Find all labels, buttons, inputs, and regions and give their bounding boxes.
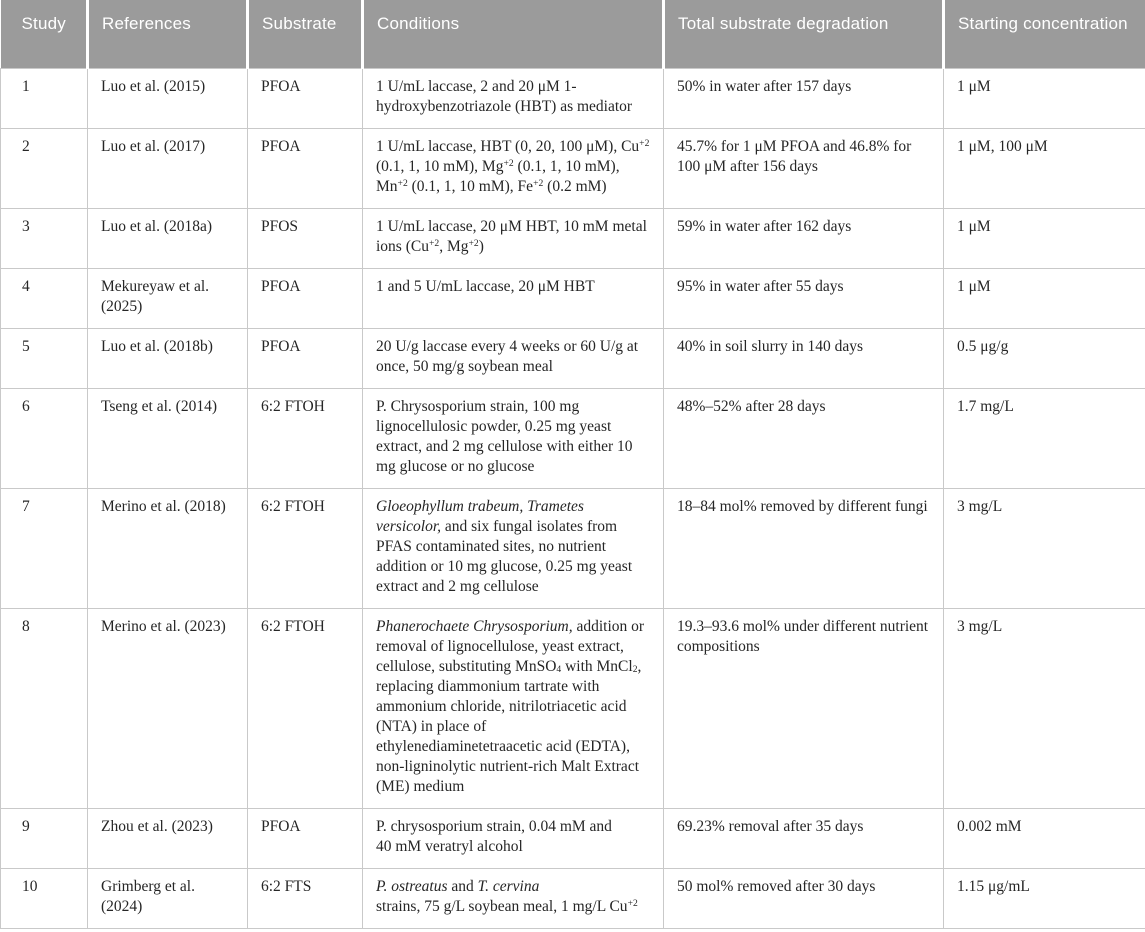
cell-references: Luo et al. (2018b): [88, 328, 248, 388]
cell-conditions: 1 U/mL laccase, 2 and 20 μM 1-hydroxybenzotriazole (HBT) as mediator: [363, 68, 664, 128]
table-row: [1, 868, 1145, 928]
column-header-study: Study: [1, 0, 88, 68]
table-row: [1, 808, 1145, 868]
cell-substrate: PFOA: [248, 268, 363, 328]
column-header-references: References: [88, 0, 248, 68]
cell-concentration: 1.7 mg/L: [944, 388, 1145, 488]
cell-concentration: 1 μM: [944, 68, 1145, 128]
cell-study: 1: [1, 68, 88, 128]
table-row: [1, 68, 1145, 128]
cell-degradation: 95% in water after 55 days: [664, 268, 944, 328]
table-row: [1, 488, 1145, 608]
cell-conditions: 1 and 5 U/mL laccase, 20 μM HBT: [363, 268, 664, 328]
cell-degradation: 18–84 mol% removed by different fungi: [664, 488, 944, 608]
cell-references: Mekureyaw et al. (2025): [88, 268, 248, 328]
cell-concentration: 0.5 μg/g: [944, 328, 1145, 388]
cell-references: Grimberg et al. (2024): [88, 868, 248, 928]
cell-references: Tseng et al. (2014): [88, 388, 248, 488]
cell-study: 9: [1, 808, 88, 868]
cell-concentration: 1.15 μg/mL: [944, 868, 1145, 928]
cell-conditions: 1 U/mL laccase, HBT (0, 20, 100 μM), $Cu^{+2}$ (0.1, 1, 10 mM), $Mg^{+2}$ (0.1, 1, 10 mM), $Mn^{+2}$ (0.1, 1, 10 mM), $Fe^{+2}$ (0.2 mM): [363, 128, 664, 208]
table-row: [1, 268, 1145, 328]
column-header-degradation: Total substrate degradation: [664, 0, 944, 68]
table-row: [1, 388, 1145, 488]
cell-substrate: PFOA: [248, 328, 363, 388]
cell-concentration: 1 μM, 100 μM: [944, 128, 1145, 208]
cell-conditions: Gloeophyllum trabeum, Trametes versicolor, and six fungal isolates from PFAS contaminated sites, no nutrient addition or 10 mg glucose, 0.25 mg yeast extract and 2 mg cellulose: [363, 488, 664, 608]
cell-study: 8: [1, 608, 88, 808]
table-body: [1, 68, 1145, 928]
cell-substrate: 6:2 FTOH: [248, 488, 363, 608]
cell-study: 6: [1, 388, 88, 488]
cell-substrate: PFOA: [248, 128, 363, 208]
cell-conditions: P. ostreatus and T. cervina strains, 75 g/L soybean meal, 1 mg/L $Cu^{+2}$: [363, 868, 664, 928]
column-header-concentration: Starting concentration: [944, 0, 1145, 68]
cell-degradation: 19.3–93.6 mol% under different nutrient compositions: [664, 608, 944, 808]
column-header-conditions: Conditions: [363, 0, 664, 68]
cell-substrate: 6:2 FTOH: [248, 608, 363, 808]
header-row: [1, 0, 1145, 68]
cell-study: 10: [1, 868, 88, 928]
table-row: [1, 128, 1145, 208]
cell-concentration: 1 μM: [944, 208, 1145, 268]
cell-degradation: 50% in water after 157 days: [664, 68, 944, 128]
cell-references: Merino et al. (2018): [88, 488, 248, 608]
cell-references: Luo et al. (2018a): [88, 208, 248, 268]
cell-concentration: 3 mg/L: [944, 488, 1145, 608]
cell-degradation: 48%–52% after 28 days: [664, 388, 944, 488]
cell-conditions: 1 U/mL laccase, 20 μM HBT, 10 mM metal ions ($Cu^{+2}$, $Mg^{+2}$): [363, 208, 664, 268]
cell-substrate: PFOS: [248, 208, 363, 268]
table-header: [1, 0, 1145, 68]
cell-concentration: 3 mg/L: [944, 608, 1145, 808]
column-header-substrate: Substrate: [248, 0, 363, 68]
cell-concentration: 1 μM: [944, 268, 1145, 328]
cell-degradation: 45.7% for 1 μM PFOA and 46.8% for 100 μM after 156 days: [664, 128, 944, 208]
cell-study: 7: [1, 488, 88, 608]
cell-study: 2: [1, 128, 88, 208]
cell-degradation: 69.23% removal after 35 days: [664, 808, 944, 868]
cell-substrate: 6:2 FTS: [248, 868, 363, 928]
cell-references: Zhou et al. (2023): [88, 808, 248, 868]
cell-substrate: 6:2 FTOH: [248, 388, 363, 488]
table-row: [1, 328, 1145, 388]
cell-degradation: 50 mol% removed after 30 days: [664, 868, 944, 928]
cell-conditions: Phanerochaete Chrysosporium, addition or removal of lignocellulose, yeast extract, cellulose, substituting MnSO$_4$ with MnCl$_2$, replacing diammonium tartrate with ammonium chloride, nitrilotriacetic acid (NTA) in place of ethylenediaminetetraacetic acid (EDTA), non-ligninolytic nutrient-rich Malt Extract (ME) medium: [363, 608, 664, 808]
cell-references: Merino et al. (2023): [88, 608, 248, 808]
table-row: [1, 208, 1145, 268]
cell-degradation: 59% in water after 162 days: [664, 208, 944, 268]
cell-study: 3: [1, 208, 88, 268]
cell-study: 5: [1, 328, 88, 388]
cell-study: 4: [1, 268, 88, 328]
cell-degradation: 40% in soil slurry in 140 days: [664, 328, 944, 388]
cell-conditions: P. chrysosporium strain, 0.04 mM and 40 mM veratryl alcohol: [363, 808, 664, 868]
cell-references: Luo et al. (2015): [88, 68, 248, 128]
cell-conditions: P. Chrysosporium strain, 100 mg lignocellulosic powder, 0.25 mg yeast extract, and 2 mg cellulose with either 10 mg glucose or no glucose: [363, 388, 664, 488]
cell-substrate: PFOA: [248, 808, 363, 868]
table-row: [1, 608, 1145, 808]
cell-conditions: 20 U/g laccase every 4 weeks or 60 U/g at once, 50 mg/g soybean meal: [363, 328, 664, 388]
cell-concentration: 0.002 mM: [944, 808, 1145, 868]
cell-references: Luo et al. (2017): [88, 128, 248, 208]
cell-substrate: PFOA: [248, 68, 363, 128]
